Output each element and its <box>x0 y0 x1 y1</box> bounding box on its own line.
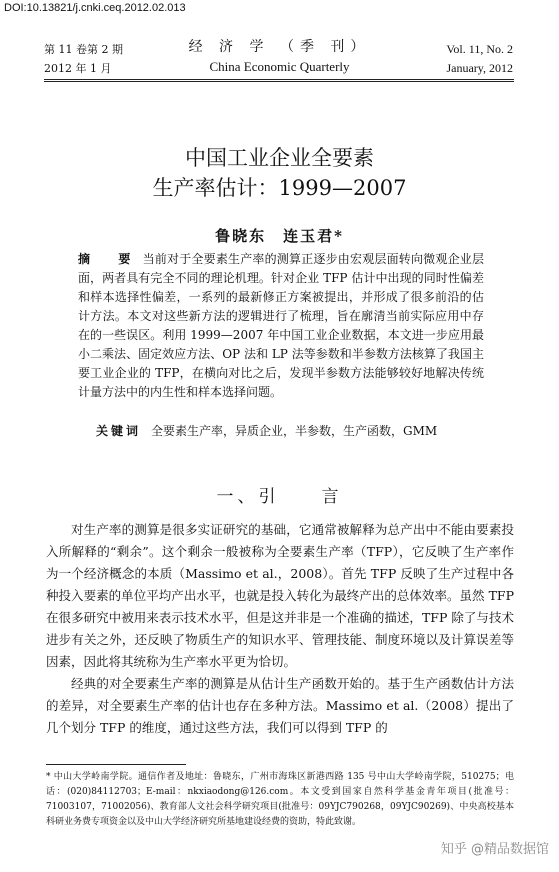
volume-issue-cn: 第 11 卷第 2 期 <box>44 43 123 56</box>
footnote: * 中山大学岭南学院。通信作者及地址：鲁晓东，广州市海珠区新港西路 135 号中山大学岭南学院，510275；电话：(020)84112703；E-mail：nkxiaodong@126.com。本文受到国家自然科学基金青年项目(批准号：71003107，71002056)、教育部人文社会科学研究项目(批准号：09YJC790268，09YJC90269)、中央高校基本科研业务费专项资金以及中山大学经济研究所基地建设经费的资助，特此致谢。 <box>46 772 514 827</box>
paragraph-2: 经典的对全要素生产率的测算是从估计生产函数开始的。基于生产函数估计方法的差异，对全要素生产率的估计也存在多种方法。Massimo et al.（2008）提出了几个划分 TFP 的维度，通过这些方法，我们可以得到 TFP 的 <box>46 676 514 735</box>
header-rule-bottom <box>44 81 514 82</box>
paper-title <box>0 143 559 203</box>
section-heading-introduction: 一、引 言 <box>216 487 343 507</box>
header-right <box>446 40 513 78</box>
authors: 鲁晓东 连玉君* <box>215 227 344 245</box>
abstract-label: 摘 要 <box>78 252 139 266</box>
keywords <box>78 422 498 441</box>
paragraph-1: 对生产率的测算是很多实证研究的基础，它通常被解释为总产出中不能由要素投入所解释的“剩余”。这个剩余一般被称为全要素生产率（TFP），它反映了生产率作为一个经济概念的本质（Massimo et al.，2008）。首先 TFP 反映了生产过程中各种投入要素的单位平均产出水平，也就是投入转化为最终产出的总体效率。虽然 TFP 在很多研究中被用来表示技术水平，但是这并非是一个准确的描述，TFP 除了与技术进步有关之外，还反映了物质生产的知识水平、管理技能、制度环境以及计算误差等因素，因此将其统称为生产率水平更为恰切。 <box>46 522 514 669</box>
date-en: January, 2012 <box>446 61 513 75</box>
abstract <box>78 250 484 402</box>
journal-name-en: China Economic Quarterly <box>209 59 350 74</box>
title-line-1: 中国工业企业全要素 <box>185 146 374 170</box>
body-text <box>46 519 514 739</box>
abstract-text: 当前对于全要素生产率的测算正逐步由宏观层面转向微观企业层面，两者具有完全不同的理论机理。针对企业 TFP 估计中出现的同时性偏差和样本选择性偏差，一系列的最新修正方案被提出，并形成了很多前沿的估计方法。本文对这些新方法的逻辑进行了梳理，旨在廓清当前实际应用中存在的一些误区。利用 1999—2007 年中国工业企业数据，本文进一步应用最小二乘法、固定效应方法、OP 法和 LP 法等参数和半参数方法核算了我国主要工业企业的 TFP，在横向对比之后，发现半参数方法能够较好地解决传统计量方法中的内生性和样本选择问题。 <box>78 252 484 399</box>
keywords-text: 全要素生产率，异质企业，半参数，生产函数，GMM <box>151 424 438 438</box>
doi[interactable]: DOI:10.13821/j.cnki.ceq.2012.02.013 <box>4 2 186 14</box>
title-line-2: 生产率估计：1999—2007 <box>152 176 407 200</box>
watermark: 知乎 @精品数据馆 <box>440 842 549 857</box>
keywords-label: 关键词 <box>96 424 142 438</box>
volume-issue-en: Vol. 11, No. 2 <box>446 42 513 56</box>
footnote-rule <box>46 764 186 765</box>
date-cn: 2012 年 1 月 <box>44 62 112 75</box>
journal-name-cn: 经 济 学 （季 刊） <box>188 39 371 55</box>
header-rule-top <box>44 79 514 80</box>
